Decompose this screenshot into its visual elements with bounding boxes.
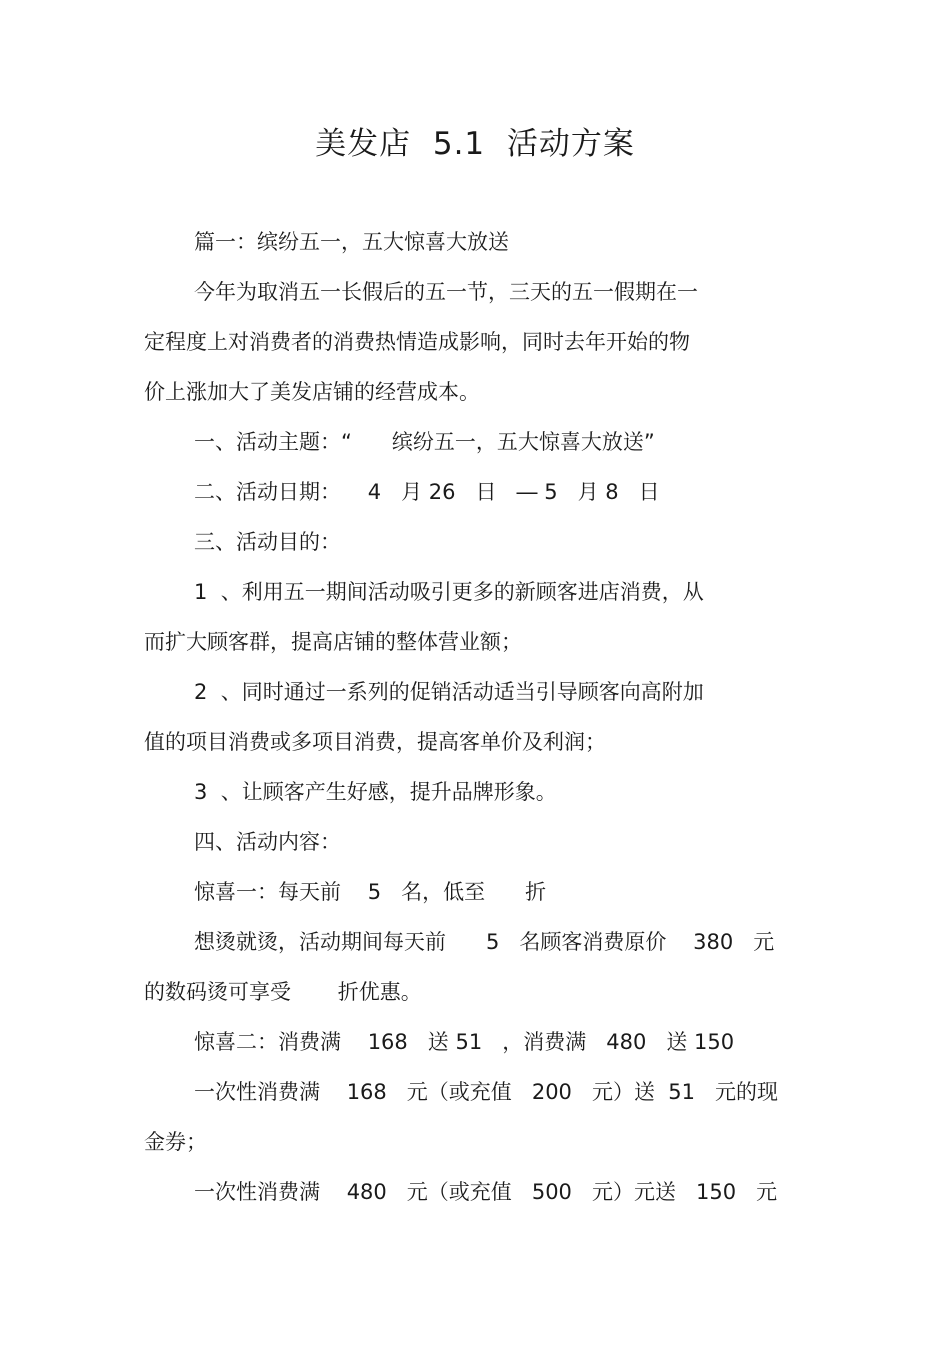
text-line: 篇一：缤纷五一，五大惊喜大放送 [194, 230, 509, 254]
text-line: 惊喜二：消费满 168 送 51 ，消费满 480 送 150 [194, 1030, 735, 1054]
text-line: 值的项目消费或多项目消费，提高客单价及利润； [144, 730, 606, 754]
text-line: 想烫就烫，活动期间每天前 5 名顾客消费原价 380 元 [194, 930, 775, 954]
text-line: 一、活动主题：“ 缤纷五一，五大惊喜大放送” [194, 430, 655, 454]
text-line: 的数码烫可享受 折优惠。 [144, 980, 422, 1004]
page-title: 美发店 5.1 活动方案 [315, 126, 635, 162]
text-line: 金券； [144, 1130, 207, 1154]
text-line: 3 、让顾客产生好感，提升品牌形象。 [194, 780, 557, 804]
text-line: 2 、同时通过一系列的促销活动适当引导顾客向高附加 [194, 680, 704, 704]
text-line: 定程度上对消费者的消费热情造成影响，同时去年开始的物 [144, 330, 690, 354]
text-line: 一次性消费满 168 元（或充值 200 元）送 51 元的现 [194, 1080, 779, 1104]
text-line: 一次性消费满 480 元（或充值 500 元）元送 150 元 [194, 1180, 778, 1204]
text-line: 惊喜一：每天前 5 名，低至 折 [194, 880, 547, 904]
text-line: 四、活动内容： [194, 830, 341, 854]
text-line: 价上涨加大了美发店铺的经营成本。 [144, 380, 480, 404]
text-line: 二、活动日期： 4 月 26 日 ― 5 月 8 日 [194, 480, 660, 504]
text-line: 今年为取消五一长假后的五一节，三天的五一假期在一 [194, 280, 698, 304]
text-line: 而扩大顾客群，提高店铺的整体营业额； [144, 630, 522, 654]
text-line: 三、活动目的： [194, 530, 341, 554]
text-line: 1 、利用五一期间活动吸引更多的新顾客进店消费，从 [194, 580, 704, 604]
